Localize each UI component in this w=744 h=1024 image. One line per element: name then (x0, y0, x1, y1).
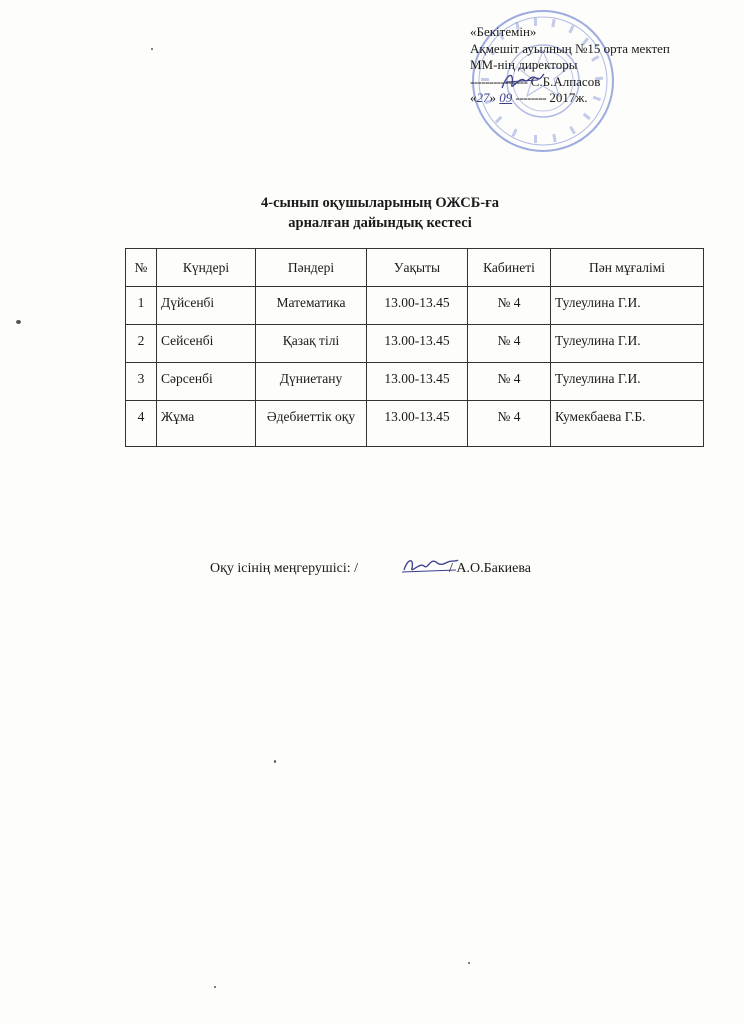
cell-room: № 4 (468, 363, 551, 401)
cell-day: Сейсенбі (157, 325, 256, 363)
header-number: № (126, 249, 157, 287)
title-line-1: 4-сынып оқушыларының ОЖСБ-ға (261, 195, 499, 211)
cell-number: 4 (126, 401, 157, 447)
signature-slash-left: / (354, 561, 358, 576)
cell-number: 1 (126, 287, 157, 325)
cell-subject: Математика (256, 287, 367, 325)
cell-day: Дүйсенбі (157, 287, 256, 325)
approval-block (470, 24, 730, 107)
head-teacher-label: Оқу ісінің меңгерушісі: (210, 561, 351, 576)
date-day: 27 (476, 90, 490, 105)
header-days: Күндері (157, 249, 256, 287)
cell-teacher: Тулеулина Г.И. (551, 325, 704, 363)
table-row (126, 287, 704, 325)
scan-speck (214, 986, 216, 988)
cell-teacher: Тулеулина Г.И. (551, 287, 704, 325)
cell-teacher: Тулеулина Г.И. (551, 363, 704, 401)
table-row (126, 401, 704, 447)
cell-time: 13.00-13.45 (367, 287, 468, 325)
cell-time: 13.00-13.45 (367, 401, 468, 447)
signature-slash-right: / (449, 561, 453, 576)
cell-subject: Дүниетану (256, 363, 367, 401)
date-dashes: -------- (515, 90, 547, 105)
table-header-row (126, 249, 704, 287)
date-open-quote: « (470, 90, 477, 105)
head-teacher-name: А.О.Бакиева (456, 561, 532, 576)
date-close-quote: » (489, 90, 496, 105)
scan-speck (274, 760, 276, 763)
signature-dashes: --------------- (470, 73, 528, 89)
director-title: ММ-нің директоры (470, 57, 578, 72)
scan-speck (468, 962, 470, 964)
cell-time: 13.00-13.45 (367, 363, 468, 401)
cell-room: № 4 (468, 325, 551, 363)
approval-date (470, 90, 730, 107)
cell-day: Сәрсенбі (157, 363, 256, 401)
cell-room: № 4 (468, 287, 551, 325)
cell-teacher: Кумекбаева Г.Б. (551, 401, 704, 447)
cell-subject: Қазақ тілі (256, 325, 367, 363)
school-name: Ақмешіт ауылның №15 орта мектеп (470, 40, 670, 56)
cell-day: Жұма (157, 401, 256, 447)
head-teacher-signature-line (210, 561, 531, 577)
document-title (160, 193, 600, 233)
date-month: 09 (499, 90, 513, 105)
cell-subject: Әдебиеттік оқу (256, 401, 367, 447)
header-time: Уақыты (367, 249, 468, 287)
header-teacher: Пән мұғалімі (551, 249, 704, 287)
cell-number: 3 (126, 363, 157, 401)
cell-number: 2 (126, 325, 157, 363)
date-year: 2017ж. (549, 90, 588, 105)
director-name: С.Б.Алпасов (530, 73, 601, 89)
director-signature-line (470, 74, 730, 91)
header-room: Кабинеті (468, 249, 551, 287)
scan-speck (16, 320, 21, 324)
cell-time: 13.00-13.45 (367, 325, 468, 363)
schedule-table (125, 248, 704, 447)
table-row (126, 363, 704, 401)
table-row (126, 325, 704, 363)
header-subjects: Пәндері (256, 249, 367, 287)
title-line-2: арналған дайындық кестесі (288, 215, 472, 231)
scan-speck (151, 48, 153, 50)
approval-heading: «Бекітемін» (470, 24, 537, 39)
cell-room: № 4 (468, 401, 551, 447)
